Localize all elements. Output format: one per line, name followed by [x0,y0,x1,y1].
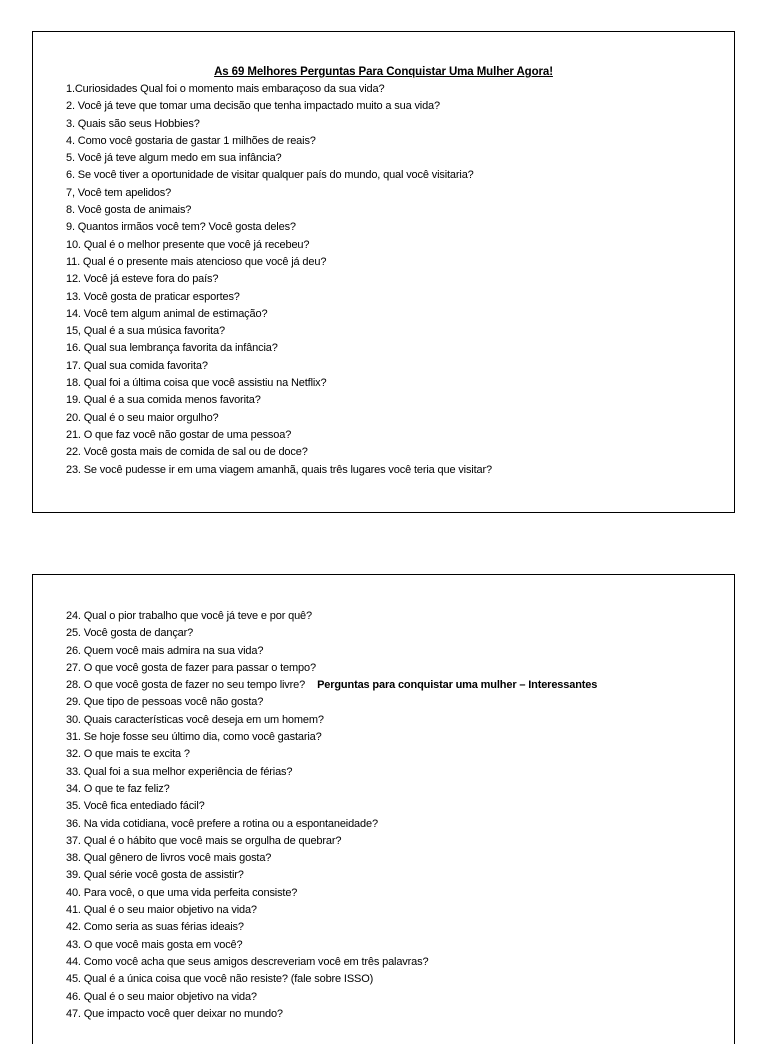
list-item: 16. Qual sua lembrança favorita da infância? [66,342,278,355]
list-item: 1.Curiosidades Qual foi o momento mais embaraçoso da sua vida? [66,83,385,95]
list-item: 40. Para você, o que uma vida perfeita consiste? [66,886,298,899]
list-item: 47. Que impacto você quer deixar no mundo? [66,1007,283,1020]
list-item: 11. Qual é o presente mais atencioso que você já deu? [66,255,327,268]
list-item: 6. Se você tiver a oportunidade de visitar qualquer país do mundo, qual você visitaria? [66,169,474,182]
list-item: 23. Se você pudesse ir em uma viagem amanhã, quais três lugares você teria que visitar? [66,463,492,476]
list-item: 12. Você já esteve fora do país? [66,273,219,286]
list-item: 32. O que mais te excita ? [66,748,190,761]
list-item: 8. Você gosta de animais? [66,204,192,217]
list-item: 22. Você gosta mais de comida de sal ou de doce? [66,446,308,459]
list-item: 42. Como seria as suas férias ideais? [66,921,244,934]
list-item: 19. Qual é a sua comida menos favorita? [66,394,261,407]
list-item: 39. Qual série você gosta de assistir? [66,869,244,882]
document-title: As 69 Melhores Perguntas Para Conquistar Uma Mulher Agora! [214,66,553,78]
question-list-2 [66,608,597,1023]
list-item-text: 28. O que você gosta de fazer no seu tempo livre? [66,679,306,692]
list-item: 36. Na vida cotidiana, você prefere a rotina ou a espontaneidade? [66,817,378,830]
list-item: 37. Qual é o hábito que você mais se orgulha de quebrar? [66,834,342,847]
document-page-1 [32,31,735,513]
list-item: 20. Qual é o seu maior orgulho? [66,411,219,424]
list-item [66,677,597,694]
list-item: 43. O que você mais gosta em você? [66,938,243,951]
list-item: 13. Você gosta de praticar esportes? [66,290,240,303]
list-item: 38. Qual gênero de livros você mais gosta? [66,852,272,865]
list-item: 35. Você fica entediado fácil? [66,800,205,813]
list-item: 46. Qual é o seu maior objetivo na vida? [66,990,257,1003]
list-item: 29. Que tipo de pessoas você não gosta? [66,696,264,709]
document-page-2 [32,574,735,1044]
list-item: 31. Se hoje fosse seu último dia, como você gastaria? [66,731,322,744]
list-item: 34. O que te faz feliz? [66,782,170,795]
list-item: 17. Qual sua comida favorita? [66,359,208,372]
list-item: 7, Você tem apelidos? [66,186,172,199]
list-item: 18. Qual foi a última coisa que você assistiu na Netflix? [66,377,327,390]
question-list-1 [66,81,492,479]
list-item: 5. Você já teve algum medo em sua infância? [66,152,282,165]
list-item: 25. Você gosta de dançar? [66,627,194,640]
list-item: 14. Você tem algum animal de estimação? [66,307,268,320]
inline-section-heading: Perguntas para conquistar uma mulher – Interessantes [317,679,598,692]
list-item: 15, Qual é a sua música favorita? [66,325,225,338]
list-item: 44. Como você acha que seus amigos descreveriam você em três palavras? [66,955,429,968]
list-item: 45. Qual é a única coisa que você não resiste? (fale sobre ISSO) [66,973,374,986]
list-item: 26. Quem você mais admira na sua vida? [66,644,264,657]
list-item: 21. O que faz você não gostar de uma pessoa? [66,428,292,441]
list-item: 41. Qual é o seu maior objetivo na vida? [66,904,257,917]
list-item: 33. Qual foi a sua melhor experiência de férias? [66,765,293,778]
list-item: 2. Você já teve que tomar uma decisão que tenha impactado muito a sua vida? [66,100,440,113]
list-item: 24. Qual o pior trabalho que você já teve e por quê? [66,610,312,622]
list-item: 30. Quais características você deseja em um homem? [66,713,324,726]
list-item: 4. Como você gostaria de gastar 1 milhões de reais? [66,134,316,147]
list-item: 10. Qual é o melhor presente que você já recebeu? [66,238,310,251]
list-item: 9. Quantos irmãos você tem? Você gosta deles? [66,221,296,234]
list-item: 27. O que você gosta de fazer para passar o tempo? [66,661,316,674]
list-item: 3. Quais são seus Hobbies? [66,117,200,130]
